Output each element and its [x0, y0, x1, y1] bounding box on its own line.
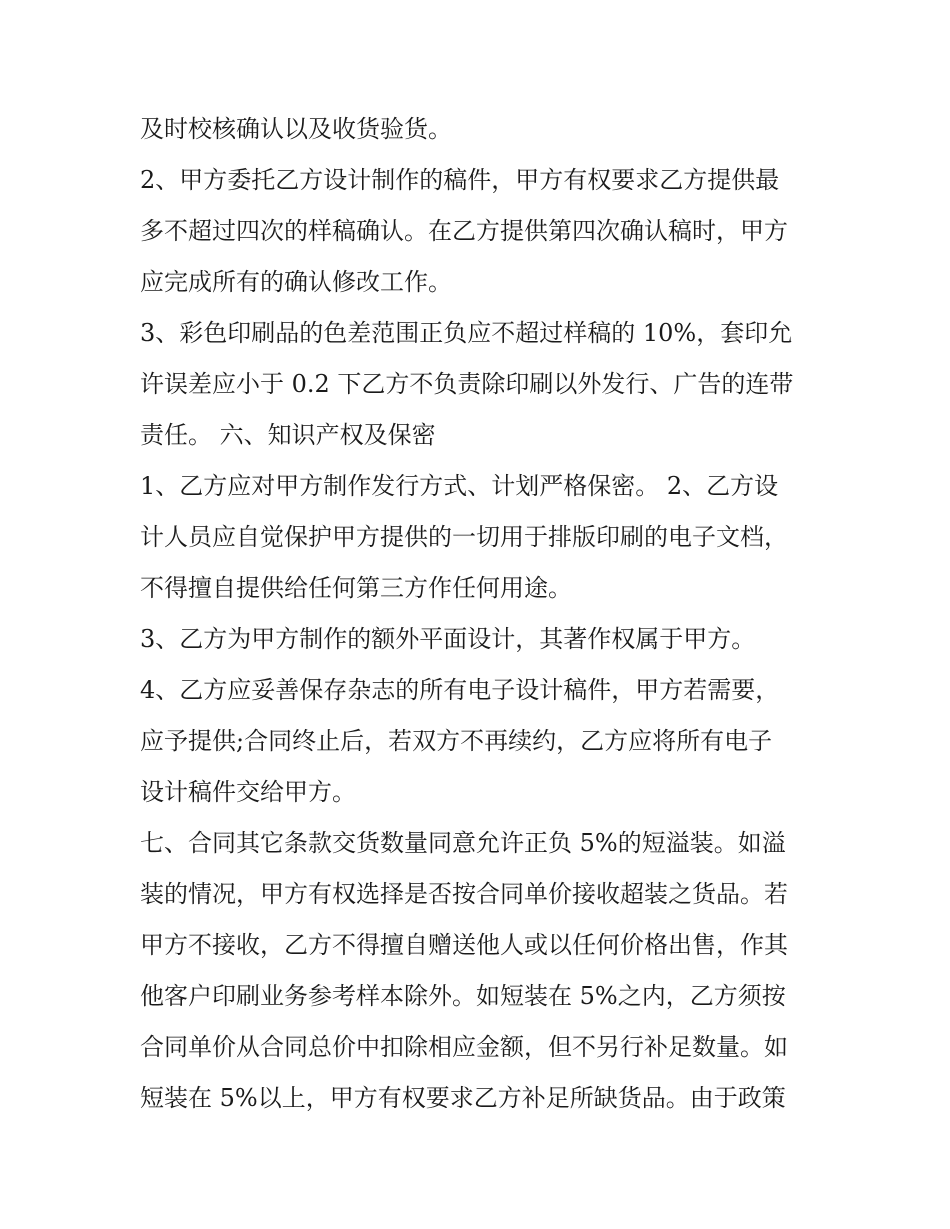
text-line: 短装在 5%以上，甲方有权要求乙方补足所缺货品。由于政策	[140, 1084, 786, 1112]
text-line: 多不超过四次的样稿确认。在乙方提供第四次确认稿时，甲方	[140, 217, 788, 245]
text-line: 2、甲方委托乙方设计制作的稿件，甲方有权要求乙方提供最	[140, 166, 780, 194]
text-line: 合同单价从合同总价中扣除相应金额，但不另行补足数量。如	[140, 1033, 788, 1061]
contract-text-body	[140, 104, 830, 1124]
text-line: 设计稿件交给甲方。	[140, 778, 356, 806]
text-line: 3、彩色印刷品的色差范围正负应不超过样稿的 10%，套印允	[140, 319, 793, 347]
text-line: 4、乙方应妥善保存杂志的所有电子设计稿件，甲方若需要，	[140, 676, 780, 704]
text-line: 及时校核确认以及收货验货。	[140, 115, 452, 143]
text-line: 应予提供;合同终止后，若双方不再续约，乙方应将所有电子	[140, 727, 773, 755]
text-line: 装的情况，甲方有权选择是否按合同单价接收超装之货品。若	[140, 880, 788, 908]
text-line: 计人员应自觉保护甲方提供的一切用于排版印刷的电子文档，	[140, 523, 788, 551]
text-line: 许误差应小于 0.2 下乙方不负责除印刷以外发行、广告的连带	[140, 370, 794, 398]
text-line: 不得擅自提供给任何第三方作任何用途。	[140, 574, 572, 602]
text-line: 他客户印刷业务参考样本除外。如短装在 5%之内，乙方须按	[140, 982, 786, 1010]
text-line: 应完成所有的确认修改工作。	[140, 268, 452, 296]
text-line: 3、乙方为甲方制作的额外平面设计，其著作权属于甲方。	[140, 625, 756, 653]
text-line: 1、乙方应对甲方制作发行方式、计划严格保密。 2、乙方设	[140, 472, 779, 500]
text-line: 责任。 六、知识产权及保密	[140, 421, 436, 449]
text-line: 七、合同其它条款交货数量同意允许正负 5%的短溢装。如溢	[140, 829, 786, 857]
text-line: 甲方不接收，乙方不得擅自赠送他人或以任何价格出售，作其	[140, 931, 788, 959]
